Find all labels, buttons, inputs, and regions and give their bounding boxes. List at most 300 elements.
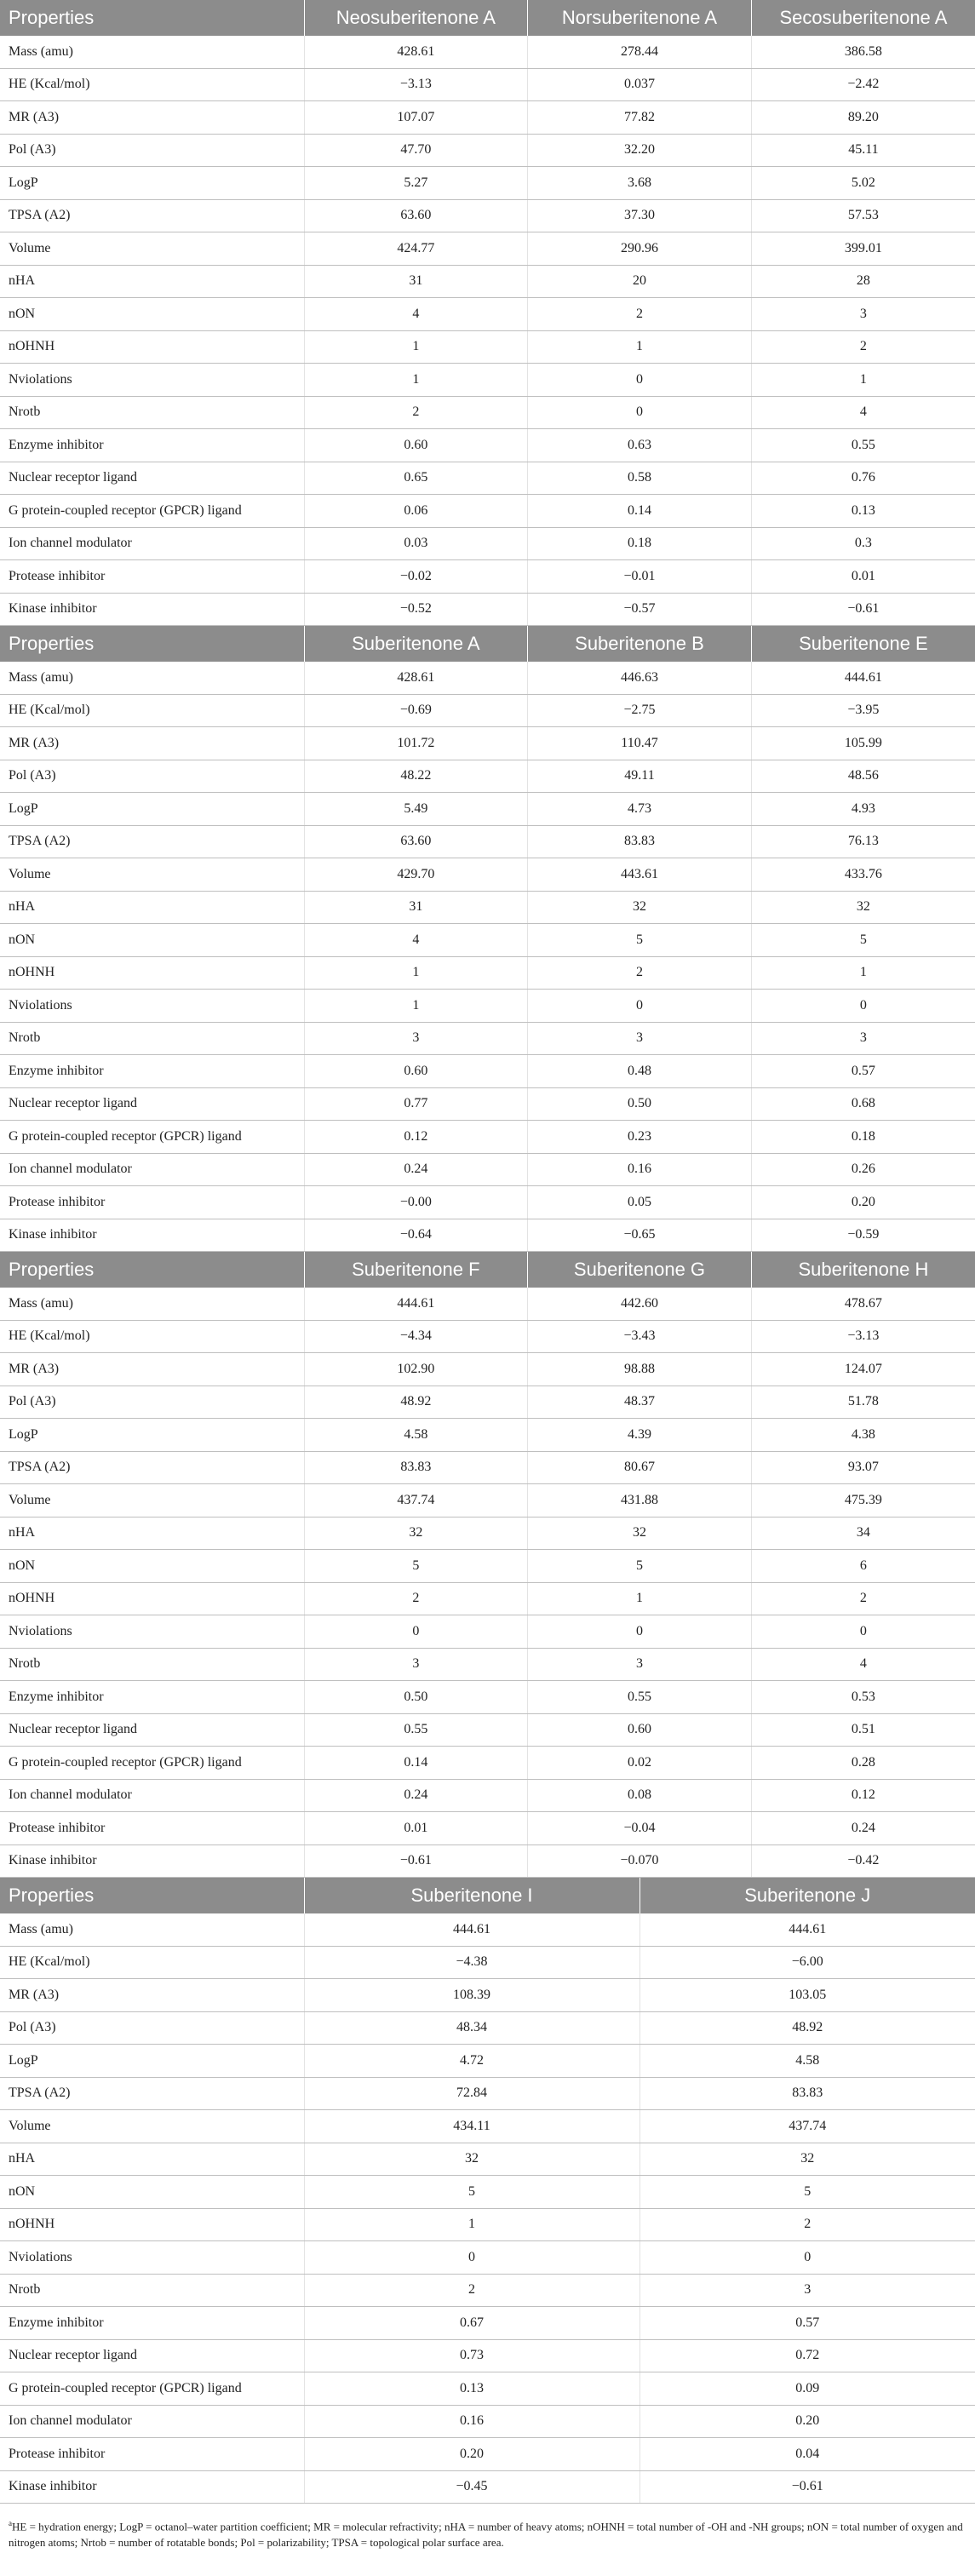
table-row — [0, 2372, 975, 2406]
property-name-cell: Nuclear receptor ligand — [0, 2339, 304, 2372]
property-value-cell: 0 — [304, 2241, 639, 2275]
table-row — [0, 1419, 975, 1452]
table-row — [0, 1517, 975, 1550]
table-row — [0, 232, 975, 266]
property-value-cell: 3 — [528, 1648, 752, 1681]
table-row — [0, 924, 975, 957]
table-row — [0, 101, 975, 135]
table-row — [0, 1648, 975, 1681]
property-value-cell: 0.60 — [528, 1713, 752, 1747]
table-row — [0, 1845, 975, 1878]
property-name-cell: G protein-coupled receptor (GPCR) ligand — [0, 1747, 304, 1780]
property-value-cell: −0.65 — [528, 1219, 752, 1252]
table-row — [0, 1219, 975, 1252]
table-row — [0, 2438, 975, 2471]
property-value-cell: 32 — [751, 891, 975, 924]
table-row — [0, 891, 975, 924]
property-value-cell: −3.95 — [751, 694, 975, 727]
property-value-cell: −4.38 — [304, 1946, 639, 1979]
table-row — [0, 1979, 975, 2012]
property-value-cell: 0.20 — [304, 2438, 639, 2471]
table-row — [0, 560, 975, 594]
property-value-cell: 0.48 — [528, 1055, 752, 1088]
property-value-cell: 0.09 — [639, 2372, 975, 2406]
property-value-cell: 45.11 — [751, 134, 975, 167]
property-value-cell: 428.61 — [304, 662, 528, 694]
property-name-cell: Ion channel modulator — [0, 2405, 304, 2438]
property-value-cell: 76.13 — [751, 825, 975, 858]
property-value-cell: 0.51 — [751, 1713, 975, 1747]
property-value-cell: 48.34 — [304, 2011, 639, 2045]
column-header-compound: Neosuberitenone A — [304, 0, 528, 36]
property-name-cell: Nrotb — [0, 2274, 304, 2307]
table-row — [0, 990, 975, 1023]
property-name-cell: Volume — [0, 2110, 304, 2143]
property-value-cell: 444.61 — [304, 1913, 639, 1946]
property-value-cell: 386.58 — [751, 36, 975, 68]
table-row — [0, 1153, 975, 1186]
table-row — [0, 2339, 975, 2372]
property-value-cell: 0.77 — [304, 1087, 528, 1121]
property-name-cell: LogP — [0, 167, 304, 200]
property-value-cell: 2 — [639, 2208, 975, 2241]
property-value-cell: −4.34 — [304, 1320, 528, 1353]
table-header-row — [0, 0, 975, 36]
property-value-cell: 93.07 — [751, 1451, 975, 1484]
property-value-cell: −0.61 — [304, 1845, 528, 1878]
table-row — [0, 429, 975, 462]
column-header-compound: Secosuberitenone A — [751, 0, 975, 36]
property-value-cell: 433.76 — [751, 858, 975, 892]
property-value-cell: 444.61 — [304, 1288, 528, 1320]
property-value-cell: −0.59 — [751, 1219, 975, 1252]
property-value-cell: 0.60 — [304, 1055, 528, 1088]
property-name-cell: nHA — [0, 2143, 304, 2176]
property-value-cell: 0.03 — [304, 527, 528, 560]
column-header-compound: Suberitenone B — [528, 626, 752, 662]
property-value-cell: 0 — [751, 1615, 975, 1649]
property-value-cell: 4.38 — [751, 1419, 975, 1452]
table-row — [0, 1747, 975, 1780]
property-value-cell: 5.02 — [751, 167, 975, 200]
property-value-cell: 32 — [304, 2143, 639, 2176]
property-value-cell: 2 — [304, 396, 528, 429]
property-name-cell: TPSA (A2) — [0, 1451, 304, 1484]
column-header-properties: Properties — [0, 1252, 304, 1288]
table-row — [0, 1451, 975, 1484]
property-value-cell: 278.44 — [528, 36, 752, 68]
property-value-cell: 0.01 — [751, 560, 975, 594]
table-row — [0, 1022, 975, 1055]
property-value-cell: 0.18 — [751, 1121, 975, 1154]
column-header-properties: Properties — [0, 626, 304, 662]
properties-table — [0, 1252, 975, 1878]
property-value-cell: 32 — [528, 1517, 752, 1550]
property-value-cell: 0.23 — [528, 1121, 752, 1154]
table-row — [0, 2208, 975, 2241]
table-row — [0, 1087, 975, 1121]
property-value-cell: 89.20 — [751, 101, 975, 135]
property-value-cell: 1 — [304, 330, 528, 364]
property-value-cell: 0.16 — [304, 2405, 639, 2438]
property-name-cell: Mass (amu) — [0, 36, 304, 68]
property-value-cell: 31 — [304, 265, 528, 298]
property-value-cell: 5.27 — [304, 167, 528, 200]
property-value-cell: 428.61 — [304, 36, 528, 68]
property-value-cell: 3 — [304, 1648, 528, 1681]
property-value-cell: 20 — [528, 265, 752, 298]
table-row — [0, 134, 975, 167]
property-name-cell: Pol (A3) — [0, 134, 304, 167]
property-name-cell: G protein-coupled receptor (GPCR) ligand — [0, 495, 304, 528]
property-value-cell: −0.070 — [528, 1845, 752, 1878]
property-name-cell: Mass (amu) — [0, 1288, 304, 1320]
property-name-cell: LogP — [0, 1419, 304, 1452]
property-value-cell: 0.037 — [528, 68, 752, 101]
property-value-cell: 2 — [751, 330, 975, 364]
properties-table — [0, 0, 975, 626]
property-value-cell: 63.60 — [304, 825, 528, 858]
property-value-cell: 0.14 — [304, 1747, 528, 1780]
table-row — [0, 2110, 975, 2143]
property-name-cell: Enzyme inhibitor — [0, 1681, 304, 1714]
property-value-cell: 2 — [528, 956, 752, 990]
column-header-properties: Properties — [0, 0, 304, 36]
property-value-cell: −3.13 — [751, 1320, 975, 1353]
property-name-cell: nHA — [0, 891, 304, 924]
property-name-cell: MR (A3) — [0, 1979, 304, 2012]
property-value-cell: 290.96 — [528, 232, 752, 266]
property-name-cell: Pol (A3) — [0, 2011, 304, 2045]
property-name-cell: G protein-coupled receptor (GPCR) ligand — [0, 1121, 304, 1154]
property-name-cell: Pol (A3) — [0, 1386, 304, 1419]
column-header-properties: Properties — [0, 1878, 304, 1913]
table-row — [0, 1484, 975, 1517]
property-name-cell: Volume — [0, 858, 304, 892]
property-value-cell: 0.02 — [528, 1747, 752, 1780]
column-header-compound: Suberitenone A — [304, 626, 528, 662]
property-value-cell: 34 — [751, 1517, 975, 1550]
property-value-cell: 48.56 — [751, 760, 975, 793]
property-name-cell: Protease inhibitor — [0, 2438, 304, 2471]
table-row — [0, 2470, 975, 2504]
property-value-cell: 3 — [304, 1022, 528, 1055]
property-name-cell: MR (A3) — [0, 1353, 304, 1386]
property-value-cell: 0.55 — [751, 429, 975, 462]
table-row — [0, 1779, 975, 1812]
table-row — [0, 956, 975, 990]
property-name-cell: Ion channel modulator — [0, 1153, 304, 1186]
property-name-cell: TPSA (A2) — [0, 199, 304, 232]
column-header-compound: Suberitenone I — [304, 1878, 639, 1913]
property-name-cell: Nrotb — [0, 396, 304, 429]
table-row — [0, 68, 975, 101]
property-value-cell: 442.60 — [528, 1288, 752, 1320]
property-value-cell: −0.61 — [639, 2470, 975, 2504]
property-value-cell: 48.92 — [304, 1386, 528, 1419]
table-row — [0, 1582, 975, 1615]
table-row — [0, 662, 975, 694]
table-row — [0, 2011, 975, 2045]
property-value-cell: 5 — [528, 1550, 752, 1583]
property-value-cell: 0.20 — [639, 2405, 975, 2438]
property-value-cell: 0.65 — [304, 462, 528, 495]
table-row — [0, 858, 975, 892]
property-value-cell: 48.37 — [528, 1386, 752, 1419]
property-value-cell: 0.26 — [751, 1153, 975, 1186]
property-value-cell: 437.74 — [304, 1484, 528, 1517]
property-name-cell: Kinase inhibitor — [0, 1219, 304, 1252]
property-value-cell: 31 — [304, 891, 528, 924]
property-value-cell: 0 — [304, 1615, 528, 1649]
column-header-compound: Norsuberitenone A — [528, 0, 752, 36]
property-value-cell: 32.20 — [528, 134, 752, 167]
property-value-cell: 434.11 — [304, 2110, 639, 2143]
property-value-cell: 1 — [528, 1582, 752, 1615]
property-name-cell: Nuclear receptor ligand — [0, 1087, 304, 1121]
property-name-cell: Nrotb — [0, 1648, 304, 1681]
table-row — [0, 793, 975, 826]
property-name-cell: Mass (amu) — [0, 1913, 304, 1946]
property-value-cell: 4 — [751, 1648, 975, 1681]
property-value-cell: 6 — [751, 1550, 975, 1583]
property-value-cell: 0.60 — [304, 429, 528, 462]
property-name-cell: Volume — [0, 1484, 304, 1517]
table-row — [0, 1186, 975, 1219]
property-value-cell: 429.70 — [304, 858, 528, 892]
property-value-cell: −0.69 — [304, 694, 528, 727]
property-value-cell: −0.02 — [304, 560, 528, 594]
property-value-cell: 47.70 — [304, 134, 528, 167]
property-value-cell: 0.13 — [751, 495, 975, 528]
table-footnote — [0, 2504, 975, 2550]
property-value-cell: 4.73 — [528, 793, 752, 826]
property-value-cell: 0.55 — [528, 1681, 752, 1714]
property-name-cell: MR (A3) — [0, 101, 304, 135]
properties-table — [0, 626, 975, 1252]
property-value-cell: 0.18 — [528, 527, 752, 560]
property-value-cell: −3.43 — [528, 1320, 752, 1353]
table-row — [0, 2241, 975, 2275]
property-value-cell: 475.39 — [751, 1484, 975, 1517]
property-value-cell: 3.68 — [528, 167, 752, 200]
property-name-cell: Kinase inhibitor — [0, 2470, 304, 2504]
property-value-cell: 1 — [304, 956, 528, 990]
property-value-cell: 2 — [304, 2274, 639, 2307]
table-row — [0, 1812, 975, 1845]
property-value-cell: 0.12 — [751, 1779, 975, 1812]
property-value-cell: 107.07 — [304, 101, 528, 135]
table-row — [0, 593, 975, 626]
property-value-cell: 83.83 — [639, 2077, 975, 2110]
property-value-cell: 437.74 — [639, 2110, 975, 2143]
property-name-cell: Nviolations — [0, 990, 304, 1023]
property-value-cell: 37.30 — [528, 199, 752, 232]
property-value-cell: 0.24 — [304, 1779, 528, 1812]
property-value-cell: 0.73 — [304, 2339, 639, 2372]
property-name-cell: Nviolations — [0, 2241, 304, 2275]
property-value-cell: 32 — [639, 2143, 975, 2176]
property-value-cell: 4.93 — [751, 793, 975, 826]
table-row — [0, 364, 975, 397]
property-value-cell: 3 — [528, 1022, 752, 1055]
table-row — [0, 330, 975, 364]
property-value-cell: 1 — [751, 956, 975, 990]
property-value-cell: −0.64 — [304, 1219, 528, 1252]
property-name-cell: HE (Kcal/mol) — [0, 694, 304, 727]
table-row — [0, 1713, 975, 1747]
table-row — [0, 1913, 975, 1946]
table-row — [0, 1550, 975, 1583]
table-row — [0, 2176, 975, 2209]
property-name-cell: Kinase inhibitor — [0, 1845, 304, 1878]
property-name-cell: nOHNH — [0, 1582, 304, 1615]
column-header-compound: Suberitenone E — [751, 626, 975, 662]
property-value-cell: 2 — [528, 298, 752, 331]
property-name-cell: nHA — [0, 1517, 304, 1550]
property-value-cell: −6.00 — [639, 1946, 975, 1979]
property-value-cell: 83.83 — [528, 825, 752, 858]
property-value-cell: 32 — [304, 1517, 528, 1550]
property-name-cell: LogP — [0, 793, 304, 826]
property-value-cell: 0.55 — [304, 1713, 528, 1747]
property-value-cell: 0.14 — [528, 495, 752, 528]
property-value-cell: 102.90 — [304, 1353, 528, 1386]
table-row — [0, 1386, 975, 1419]
property-name-cell: Nuclear receptor ligand — [0, 1713, 304, 1747]
property-value-cell: 48.92 — [639, 2011, 975, 2045]
footnote-marker: a — [9, 2519, 12, 2527]
property-value-cell: 108.39 — [304, 1979, 639, 2012]
property-name-cell: Volume — [0, 232, 304, 266]
table-row — [0, 527, 975, 560]
property-name-cell: Mass (amu) — [0, 662, 304, 694]
property-name-cell: Protease inhibitor — [0, 560, 304, 594]
property-value-cell: 0 — [528, 364, 752, 397]
table-row — [0, 727, 975, 760]
property-value-cell: 4.72 — [304, 2045, 639, 2078]
table-row — [0, 1353, 975, 1386]
property-value-cell: 105.99 — [751, 727, 975, 760]
property-value-cell: 1 — [751, 364, 975, 397]
property-name-cell: G protein-coupled receptor (GPCR) ligand — [0, 2372, 304, 2406]
property-value-cell: 0.57 — [639, 2307, 975, 2340]
property-name-cell: Enzyme inhibitor — [0, 2307, 304, 2340]
property-value-cell: 1 — [304, 364, 528, 397]
property-name-cell: HE (Kcal/mol) — [0, 1946, 304, 1979]
property-name-cell: Protease inhibitor — [0, 1812, 304, 1845]
property-value-cell: 72.84 — [304, 2077, 639, 2110]
property-value-cell: 3 — [751, 1022, 975, 1055]
footnote-text: HE = hydration energy; LogP = octanol–water partition coefficient; MR = molecular refractivity; nHA = number of heavy atoms; nOHNH = total number of -OH and -NH groups; nON = total number of oxygen and nitrogen atoms; Nrtob = number of rotatable bonds; Pol = polarizability; TPSA = topological polar surface area. — [9, 2520, 963, 2550]
column-header-compound: Suberitenone H — [751, 1252, 975, 1288]
property-value-cell: 0.57 — [751, 1055, 975, 1088]
property-value-cell: 0.63 — [528, 429, 752, 462]
table-row — [0, 298, 975, 331]
property-value-cell: 5.49 — [304, 793, 528, 826]
property-value-cell: 0.3 — [751, 527, 975, 560]
property-value-cell: 5 — [528, 924, 752, 957]
property-value-cell: 101.72 — [304, 727, 528, 760]
table-row — [0, 36, 975, 68]
property-value-cell: 63.60 — [304, 199, 528, 232]
property-value-cell: 124.07 — [751, 1353, 975, 1386]
property-value-cell: 0 — [528, 990, 752, 1023]
table-row — [0, 495, 975, 528]
property-name-cell: Pol (A3) — [0, 760, 304, 793]
property-name-cell: Nviolations — [0, 1615, 304, 1649]
property-value-cell: 0.68 — [751, 1087, 975, 1121]
table-row — [0, 265, 975, 298]
property-name-cell: nHA — [0, 265, 304, 298]
properties-table — [0, 1878, 975, 2504]
property-name-cell: Ion channel modulator — [0, 527, 304, 560]
property-value-cell: 0.13 — [304, 2372, 639, 2406]
property-value-cell: 431.88 — [528, 1484, 752, 1517]
property-name-cell: Enzyme inhibitor — [0, 1055, 304, 1088]
column-header-compound: Suberitenone G — [528, 1252, 752, 1288]
table-row — [0, 825, 975, 858]
property-value-cell: 0.12 — [304, 1121, 528, 1154]
property-value-cell: −0.04 — [528, 1812, 752, 1845]
property-value-cell: 444.61 — [751, 662, 975, 694]
table-row — [0, 760, 975, 793]
table-row — [0, 2307, 975, 2340]
property-value-cell: 0.24 — [304, 1153, 528, 1186]
property-name-cell: Nviolations — [0, 364, 304, 397]
property-name-cell: nON — [0, 924, 304, 957]
property-value-cell: 0.05 — [528, 1186, 752, 1219]
property-value-cell: 0.72 — [639, 2339, 975, 2372]
property-value-cell: 0.01 — [304, 1812, 528, 1845]
property-value-cell: 0.28 — [751, 1747, 975, 1780]
property-value-cell: 0.06 — [304, 495, 528, 528]
property-value-cell: 28 — [751, 265, 975, 298]
column-header-compound: Suberitenone F — [304, 1252, 528, 1288]
property-value-cell: −0.00 — [304, 1186, 528, 1219]
property-value-cell: 48.22 — [304, 760, 528, 793]
table-row — [0, 1946, 975, 1979]
property-name-cell: Nrotb — [0, 1022, 304, 1055]
property-value-cell: 1 — [304, 990, 528, 1023]
property-value-cell: 399.01 — [751, 232, 975, 266]
column-header-compound: Suberitenone J — [639, 1878, 975, 1913]
property-value-cell: 4 — [751, 396, 975, 429]
property-value-cell: 83.83 — [304, 1451, 528, 1484]
property-value-cell: 478.67 — [751, 1288, 975, 1320]
property-value-cell: 80.67 — [528, 1451, 752, 1484]
property-value-cell: 2 — [304, 1582, 528, 1615]
property-value-cell: 5 — [304, 2176, 639, 2209]
property-name-cell: nON — [0, 298, 304, 331]
property-value-cell: −3.13 — [304, 68, 528, 101]
property-value-cell: 32 — [528, 891, 752, 924]
table-row — [0, 694, 975, 727]
property-value-cell: −0.42 — [751, 1845, 975, 1878]
property-name-cell: TPSA (A2) — [0, 2077, 304, 2110]
property-value-cell: 1 — [304, 2208, 639, 2241]
table-row — [0, 2143, 975, 2176]
table-header-row — [0, 626, 975, 662]
property-value-cell: −0.52 — [304, 593, 528, 626]
property-value-cell: 0.76 — [751, 462, 975, 495]
property-value-cell: −2.42 — [751, 68, 975, 101]
table-row — [0, 1121, 975, 1154]
property-value-cell: 424.77 — [304, 232, 528, 266]
property-name-cell: MR (A3) — [0, 727, 304, 760]
property-value-cell: 110.47 — [528, 727, 752, 760]
table-row — [0, 1320, 975, 1353]
